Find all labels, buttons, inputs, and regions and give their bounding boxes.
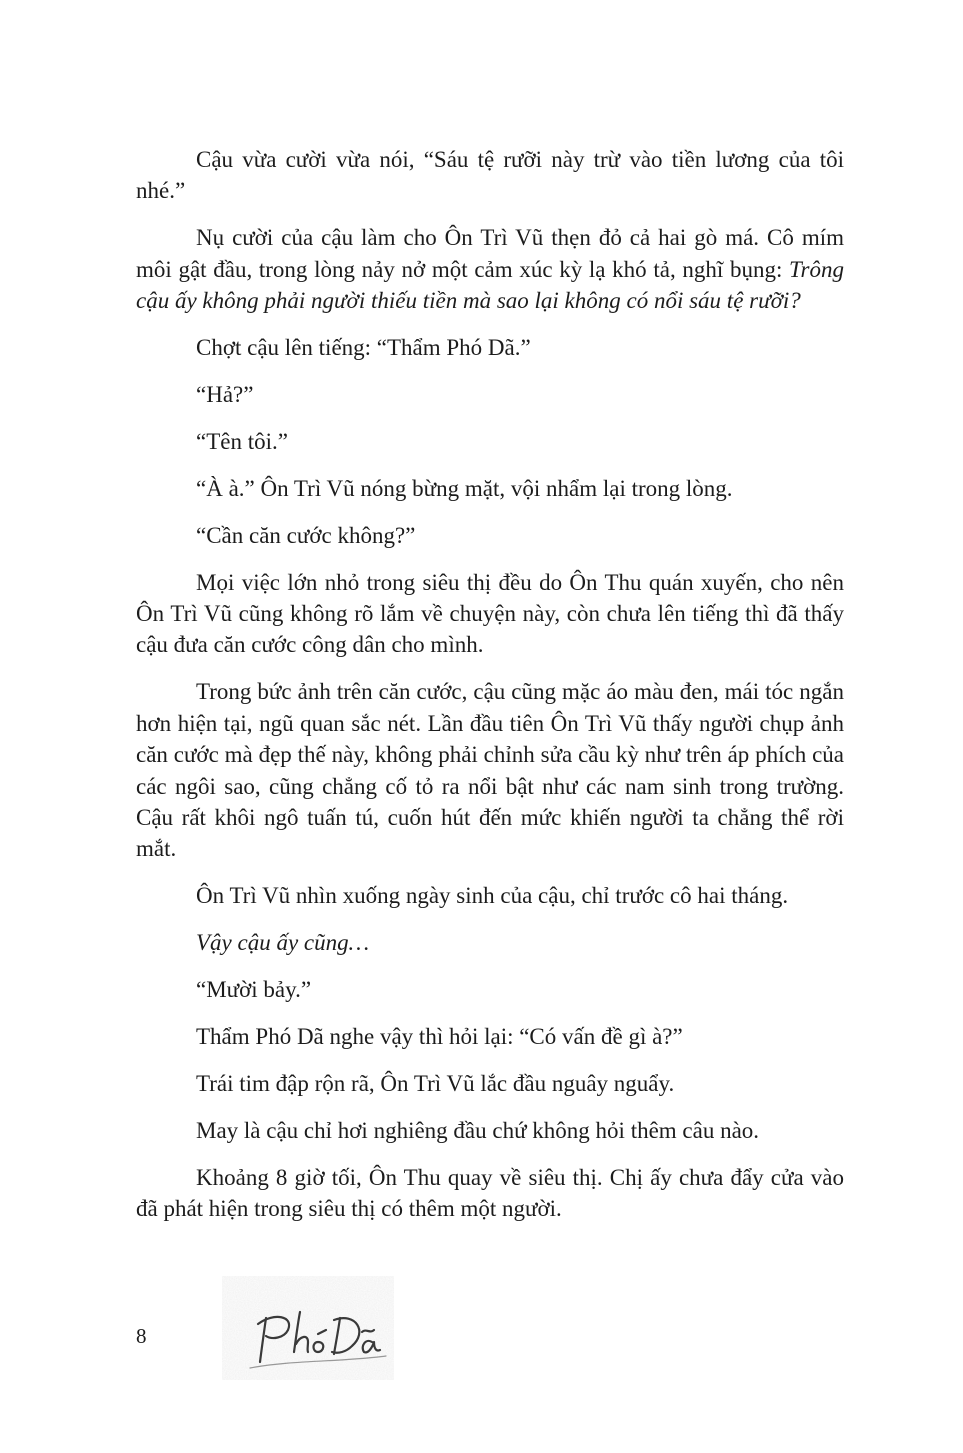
paragraph: Thẩm Phó Dã nghe vậy thì hỏi lại: “Có vấn đề gì à?” bbox=[196, 1023, 683, 1049]
paragraph: “Tên tôi.” bbox=[196, 428, 288, 454]
body-text bbox=[136, 144, 844, 1240]
paragraph: Ôn Trì Vũ nhìn xuống ngày sinh của cậu, chỉ trước cô hai tháng. bbox=[196, 883, 789, 909]
paragraph: Cậu vừa cười vừa nói, “Sáu tệ rưỡi này trừ vào tiền lương của tôi nhé.” bbox=[136, 147, 844, 204]
paragraph: “Mười bảy.” bbox=[196, 977, 312, 1003]
paragraph: “Hả?” bbox=[196, 381, 254, 407]
paragraph: Trái tim đập rộn rã, Ôn Trì Vũ lắc đầu nguây nguẩy. bbox=[196, 1070, 675, 1096]
paragraph: “Cần căn cước không?” bbox=[196, 522, 416, 548]
paragraph bbox=[136, 927, 844, 958]
paragraph: Trong bức ảnh trên căn cước, cậu cũng mặc áo màu đen, mái tóc ngắn hơn hiện tại, ngũ quan sắc nét. Lần đầu tiên Ôn Trì Vũ thấy người chụp ảnh căn cước mà đẹp thế này, không phải chỉnh sửa cầu kỳ như trên áp phích của các ngôi sao, cũng chẳng cố tỏ ra nổi bật như các nam sinh trong trường. Cậu rất khôi ngô tuấn tú, cuốn hút đến mức khiến người ta chẳng thể rời mắt. bbox=[136, 679, 844, 862]
paragraph: “À à.” Ôn Trì Vũ nóng bừng mặt, vội nhẩm lại trong lòng. bbox=[196, 475, 733, 501]
signature-logo bbox=[222, 1276, 394, 1380]
italic-thought: Vậy cậu ấy cũng… bbox=[196, 930, 370, 956]
paragraph: Khoảng 8 giờ tối, Ôn Thu quay về siêu thị. Chị ấy chưa đẩy cửa vào đã phát hiện trong siêu thị có thêm một người. bbox=[136, 1164, 844, 1222]
paragraph: Nụ cười của cậu làm cho Ôn Trì Vũ thẹn đỏ cả hai gò má. Cô mím môi gật đầu, trong lòng nảy nở một cảm xúc kỳ lạ khó tả, nghĩ bụng: Trông cậu ấy không phải người thiếu tiền mà sao lại không có nổi sáu tệ rưỡi? bbox=[136, 225, 844, 314]
paragraph: Mọi việc lớn nhỏ trong siêu thị đều do Ôn Thu quán xuyến, cho nên Ôn Trì Vũ cũng không rõ lắm về chuyện này, còn chưa lên tiếng thì đã thấy cậu đưa căn cước công dân cho mình. bbox=[136, 569, 844, 658]
italic-thought: Trông cậu ấy không phải người thiếu tiền mà sao lại không có nổi sáu tệ rưỡi? bbox=[136, 256, 844, 314]
paragraph: May là cậu chỉ hơi nghiêng đầu chứ không hỏi thêm câu nào. bbox=[196, 1117, 760, 1143]
page-number: 8 bbox=[136, 1324, 147, 1348]
paragraph: Chợt cậu lên tiếng: “Thẩm Phó Dã.” bbox=[196, 335, 531, 361]
